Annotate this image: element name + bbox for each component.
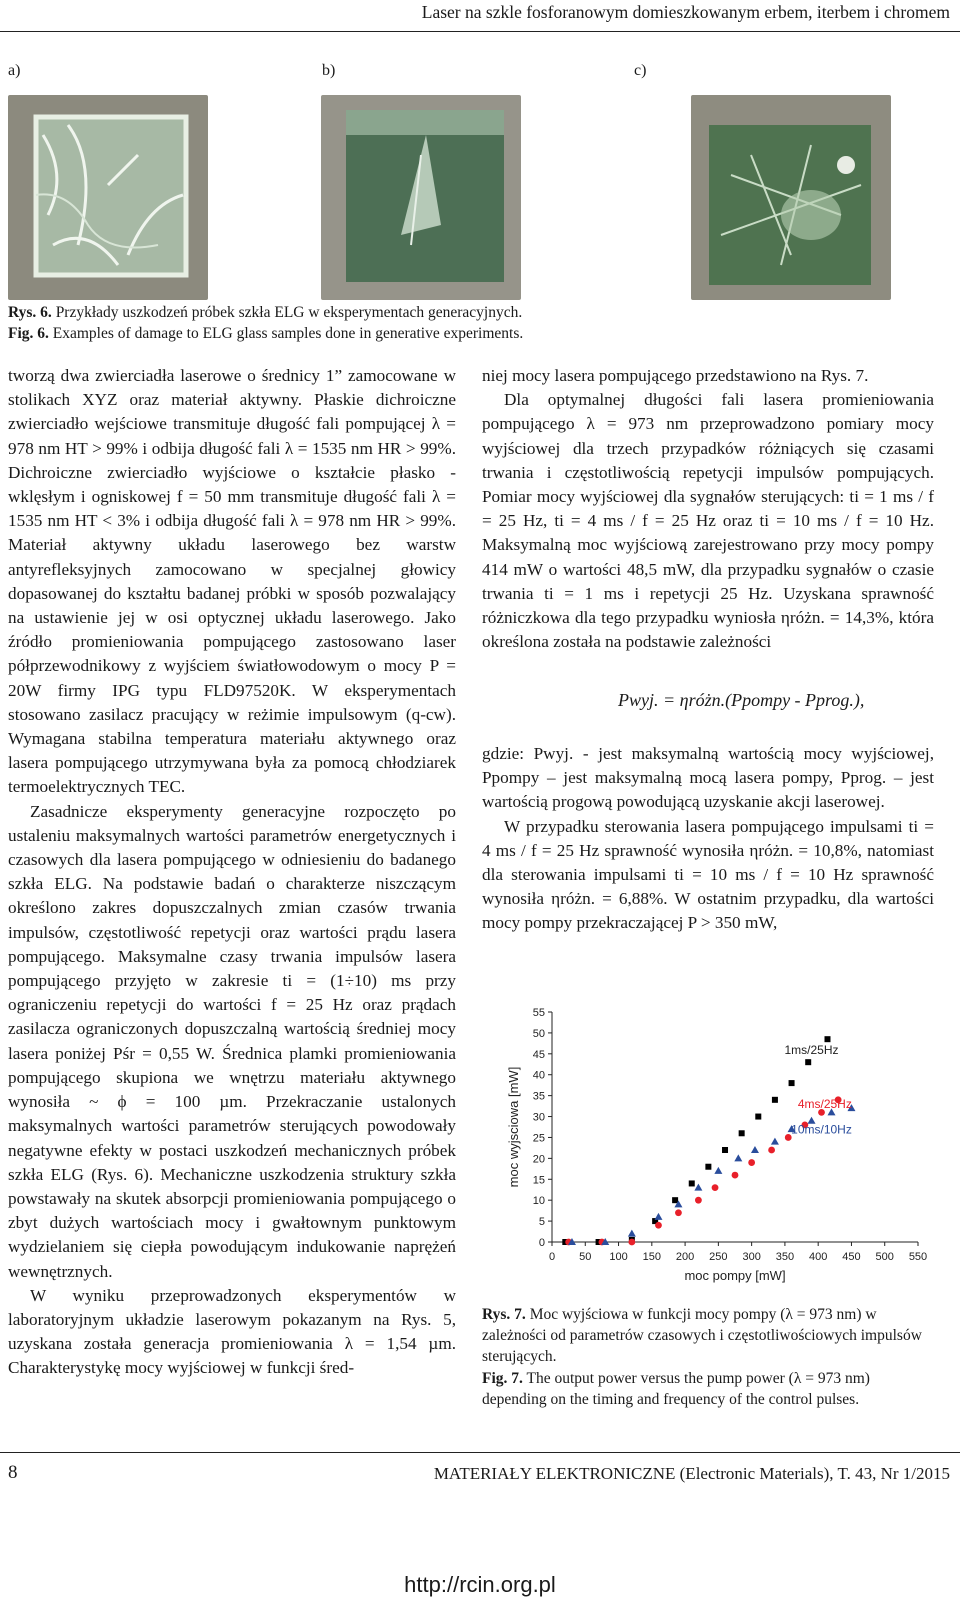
panel-label-a: a) — [8, 62, 21, 79]
x-tick-label: 50 — [579, 1251, 592, 1263]
right-paragraph-1: niej mocy lasera pompującego przedstawiono na Rys. 7. — [482, 366, 869, 385]
right-column-bottom — [482, 742, 934, 936]
y-tick-label: 5 — [538, 1216, 545, 1229]
header-rule — [0, 31, 960, 32]
data-point-10ms-10hz — [714, 1167, 722, 1174]
data-point-4ms-25hz — [732, 1172, 739, 1179]
figure7-caption-pl-text: Moc wyjściowa w funkcji mocy pompy (λ = 973 nm) w zależności od parametrów czasowych i częstotliwościowych impulsów sterujących. — [482, 1306, 922, 1365]
sample-photo-b — [321, 95, 521, 300]
y-tick-label: 15 — [532, 1174, 545, 1187]
data-point-10ms-10hz — [751, 1146, 759, 1153]
data-point-1ms-25hz — [739, 1130, 745, 1136]
data-point-4ms-25hz — [712, 1184, 719, 1191]
figure7-caption-pl-label: Rys. 7. — [482, 1306, 526, 1323]
x-tick-label: 550 — [908, 1251, 928, 1263]
data-point-4ms-25hz — [748, 1159, 755, 1166]
output-power-chart — [482, 1002, 934, 1290]
x-tick-label: 400 — [809, 1251, 828, 1263]
right-column-top — [482, 364, 934, 654]
data-point-10ms-10hz — [628, 1230, 636, 1237]
figure7-caption-pl — [482, 1304, 934, 1367]
x-tick-label: 150 — [642, 1251, 661, 1263]
journal-name: MATERIAŁY ELEKTRONICZNE (Electronic Materials), T. 43, Nr 1/2015 — [433, 1464, 950, 1483]
data-point-10ms-10hz — [734, 1154, 742, 1161]
right-paragraph-2: Dla optymalnej długości fali lasera promieniowania pompującego λ = 973 nm przeprowadzono pomiary mocy wyjściowej dla trzech przypadków różniących się czasami trwania i częstotliwością repetycji impulsów pompujących. Pomiar mocy wyjściowej dla sygnałów sterujących: ti = 1 ms / f = 25 Hz, ti = 4 ms / f = 25 Hz oraz ti = 10 ms / f = 10 Hz. Maksymalną moc wyjściową zarejestrowano przy mocy pompy 414 mW o wartości 48,5 mW, dla przypadku sygnałów o czasie trwania ti = 1 ms i repetycji 25 Hz. Uzyskana sprawność różniczkowa dla tego przypadku wyniosła ηróżn. = 14,3%, która określona została na podstawie zależności — [482, 390, 934, 652]
footer-rule — [0, 1452, 960, 1453]
figure6-caption-pl-label: Rys. 6. — [8, 304, 52, 321]
left-paragraph-3: W wyniku przeprowadzonych eksperymentów w laboratoryjnym układzie laserowym pokazanym na Rys. 5, uzyskana została generacja promieniowania λ = 1,54 µm. Charakterystykę mocy wyjściowej w funkcji śred- — [8, 1285, 456, 1378]
page-header — [0, 0, 960, 32]
x-tick-label: 200 — [675, 1251, 695, 1263]
data-point-1ms-25hz — [689, 1180, 695, 1186]
left-paragraph-2: Zasadnicze eksperymenty generacyjne rozpoczęto po ustaleniu maksymalnych wartości parametrów energetycznych i czasowych dla lasera pompującego w odniesieniu do badanego szkła ELG. Na podstawie badań o charakterze niszczącym określono zakres dopuszczalnych zmian czasów trwania impulsów, częstotliwość repetycji oraz wartości prądu lasera pompującego. Maksymalne czasy trwania impulsów lasera pompującego przyjęto w zakresie ti = (1÷10) ms przy ograniczeniu repetycji do wartości f = 25 Hz oraz prądach zasilacza ograniczonych dopuszczalną wartością średniej mocy lasera poniżej Pśr = 0,55 W. Średnica plamki promieniowania pompującego skupiona we wnętrzu materiału aktywnego wynosiła ~ ϕ = 100 µm. Przekraczanie ustalonych maksymalnych wartości parametrów sterujących powodowały negatywne efekty w postaci uszkodzeń mechanicznych próbek szkła ELG (Rys. 6). Mechaniczne uszkodzenia struktury szkła powstawały na skutek absorpcji promieniowania pompującego o zbyt dużych wartościach mocy i gwałtownym punktowym wydzielaniem się ciepła powodującym indukowanie naprężeń wewnętrznych. — [8, 801, 456, 1281]
sample-photo-a — [8, 95, 208, 300]
data-point-1ms-25hz — [772, 1097, 778, 1103]
y-tick-label: 50 — [532, 1027, 545, 1040]
figure6-caption-pl — [8, 302, 522, 323]
y-tick-label: 20 — [532, 1153, 545, 1166]
figure6-caption-pl-text: Przykłady uszkodzeń próbek szkła ELG w eksperymentach generacyjnych. — [51, 304, 523, 321]
data-point-1ms-25hz — [755, 1114, 761, 1120]
running-head: Laser na szkle fosforanowym domieszkowanym erbem, iterbem i chromem — [421, 2, 950, 22]
series-label: 10ms/10Hz — [791, 1122, 852, 1137]
y-tick-label: 0 — [538, 1237, 545, 1249]
x-tick-label: 450 — [842, 1251, 861, 1263]
left-column — [8, 364, 456, 1381]
y-axis-label: moc wyjsciowa [mW] — [506, 1066, 521, 1188]
y-tick-label: 45 — [532, 1048, 545, 1061]
data-point-1ms-25hz — [705, 1164, 711, 1170]
data-point-1ms-25hz — [672, 1197, 678, 1203]
data-point-1ms-25hz — [722, 1147, 728, 1153]
y-tick-label: 25 — [532, 1132, 545, 1145]
data-point-4ms-25hz — [768, 1147, 775, 1154]
figure7-caption-en — [482, 1368, 934, 1410]
data-point-4ms-25hz — [628, 1239, 635, 1246]
left-paragraph-1: tworzą dwa zwierciadła laserowe o średnicy 1” zamocowane w stolikach XYZ oraz materiał aktywny. Płaskie dichroiczne zwierciadło wejściowe transmituje długość fali pompującej λ = 978 nm HT > 99% i odbija długość fali λ = 1535 nm HR > 99%. Dichroiczne zwierciadło wyjściowe o kształcie płasko - wklęsłym i ogniskowej f = 50 mm transmituje długość fali λ = 1535 nm HT < 3% i odbija długość fali λ = 978 nm HR > 99%. Materiał aktywny układu laserowego bez warstw antyrefleksyjnych zamocowano w specjalnej głowicy dopasowanej do kształtu badanej próbki w sposób pozwalający na ustawienie jej w osi optycznej układu laserowego. Jako źródło promieniowania pompującego zastosowano laser półprzewodnikowy z wyjściem światłowodowym o mocy P = 20W firmy IPG typu FLD97520K. W eksperymentach stosowano zasilacz pracujący w reżimie impulsowym (q-cw). Wymagana stabilna temperatura materiału aktywnego oraz lasera pompującego utrzymywana była za pomocą chłodziarek termoelektrycznych TEC. — [8, 366, 456, 797]
formula: Pwyj. = ηróżn.(Ppompy - Pprog.), — [618, 690, 865, 710]
panel-label-c: c) — [634, 62, 647, 79]
series-label: 4ms/25Hz — [797, 1097, 852, 1112]
y-tick-label: 30 — [532, 1111, 545, 1124]
x-tick-label: 250 — [709, 1251, 728, 1263]
data-point-1ms-25hz — [805, 1059, 811, 1065]
source-url[interactable]: http://rcin.org.pl — [404, 1572, 556, 1597]
panel-label-b: b) — [322, 62, 336, 79]
right-paragraph-3: gdzie: Pwyj. - jest maksymalną wartością mocy wyjściowej, Ppompy – jest maksymalną mocą lasera pompy, Pprog. – jest wartością progową powodującą uzyskanie akcji laserowej. — [482, 744, 934, 812]
data-point-10ms-10hz — [694, 1184, 702, 1191]
figure7-caption-en-text: The output power versus the pump power (λ = 973 nm) depending on the timing and frequency of the control pulses. — [482, 1370, 870, 1408]
data-point-4ms-25hz — [675, 1209, 682, 1216]
sample-photo-c — [691, 95, 891, 300]
y-tick-label: 35 — [532, 1090, 545, 1103]
x-tick-label: 0 — [548, 1251, 556, 1263]
data-point-4ms-25hz — [655, 1222, 662, 1229]
series-label: 1ms/25Hz — [784, 1042, 839, 1057]
y-tick-label: 40 — [532, 1069, 545, 1082]
x-tick-label: 500 — [875, 1251, 894, 1263]
data-point-10ms-10hz — [771, 1138, 779, 1145]
data-point-10ms-10hz — [654, 1213, 662, 1220]
page-number: 8 — [8, 1462, 18, 1483]
x-tick-label: 300 — [742, 1251, 761, 1263]
data-point-1ms-25hz — [789, 1080, 795, 1086]
data-point-4ms-25hz — [695, 1197, 702, 1204]
data-point-1ms-25hz — [824, 1036, 830, 1042]
y-tick-label: 10 — [532, 1195, 545, 1208]
figure6-caption-en — [8, 323, 523, 344]
x-axis-label: moc pompy [mW] — [684, 1268, 786, 1283]
y-tick-label: 55 — [532, 1007, 545, 1019]
x-tick-label: 350 — [775, 1251, 795, 1263]
figure6-caption-en-text: Examples of damage to ELG glass samples done in generative experiments. — [48, 325, 524, 342]
figure7-caption-en-label: Fig. 7. — [482, 1370, 523, 1387]
figure6-caption-en-label: Fig. 6. — [8, 325, 49, 342]
x-tick-label: 100 — [609, 1251, 628, 1263]
right-paragraph-4: W przypadku sterowania lasera pompującego impulsami ti = 4 ms / f = 25 Hz sprawność wynosiła ηróżn. = 10,8%, natomiast dla sterowania impulsami ti = 10 ms / f = 10 Hz sprawność wynosiła ηróżn. = 6,88%. W ostatnim przypadku, dla wartości mocy pompy przekraczającej P > 350 mW, — [482, 816, 934, 933]
